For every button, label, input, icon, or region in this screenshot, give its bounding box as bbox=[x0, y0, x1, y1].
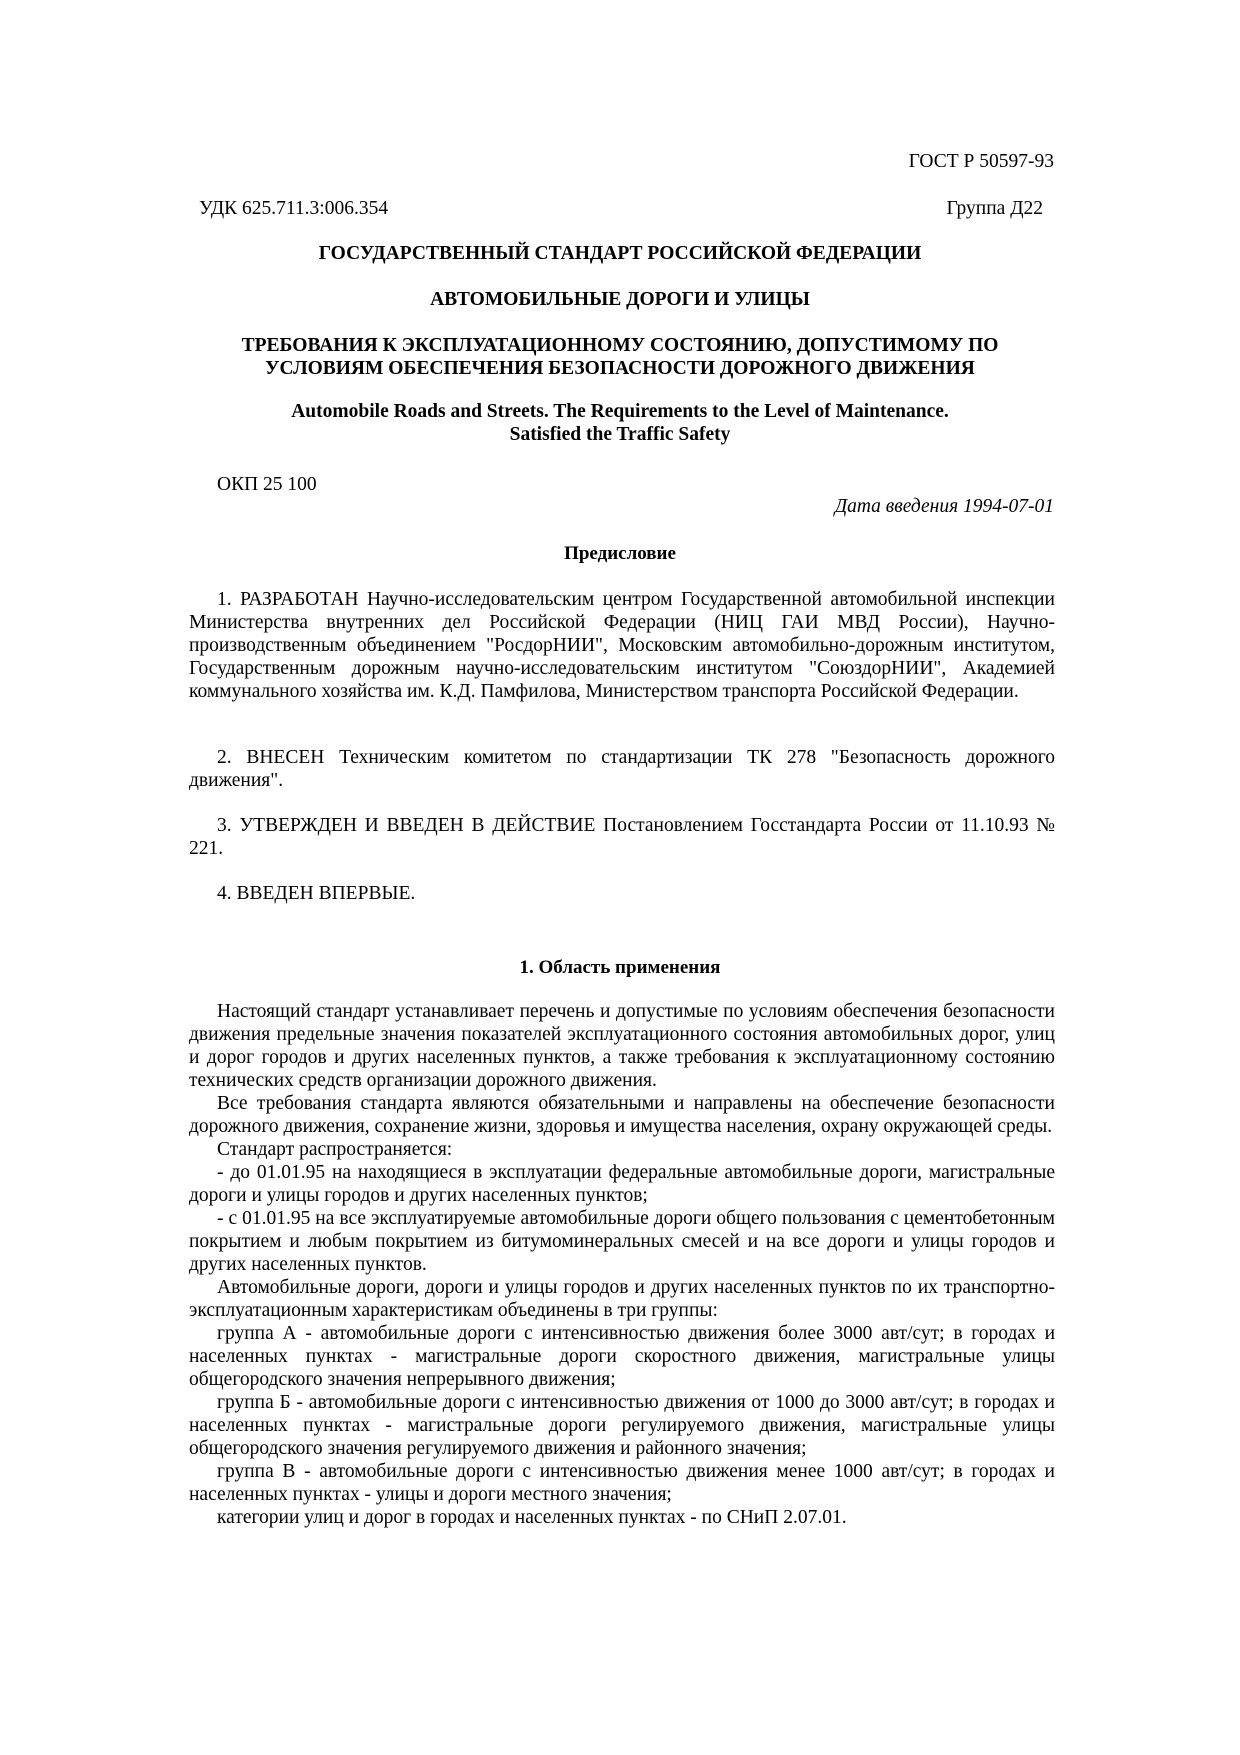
requirements-title bbox=[190, 334, 1050, 380]
preface-item-text: 3. УТВЕРЖДЕН И ВВЕДЕН В ДЕЙСТВИЕ Постановлением Госстандарта России от 11.10.93 № 221. bbox=[189, 815, 1055, 859]
section-paragraph: Автомобильные дороги, дороги и улицы городов и других населенных пунктов по их транспортно-эксплуатационным характеристикам объединены в три группы: bbox=[189, 1277, 1055, 1321]
section-paragraph: группа В - автомобильные дороги с интенсивностью движения менее 1000 авт/сут; в городах и населенных пунктах - улицы и дороги местного значения; bbox=[189, 1461, 1055, 1505]
section-paragraph: - с 01.01.95 на все эксплуатируемые автомобильные дороги общего пользования с цементобетонным покрытием и любым покрытием из битумоминеральных смесей и на все дороги и улицы городов и других населенных пунктов. bbox=[189, 1208, 1055, 1275]
preface-item bbox=[189, 746, 1055, 792]
preface-item bbox=[189, 814, 1055, 860]
section-paragraph: Все требования стандарта являются обязательными и направлены на обеспечение безопасности дорожного движения, сохранение жизни, здоровья и имущества населения, охрану окружающей среды. bbox=[189, 1093, 1055, 1137]
english-title-line: Satisfied the Traffic Safety bbox=[509, 424, 731, 445]
standard-number: ГОСТ Р 50597-93 bbox=[908, 151, 1054, 172]
section-paragraph: Стандарт распространяется: bbox=[217, 1139, 453, 1160]
preface-item-text: 1. РАЗРАБОТАН Научно-исследовательским центром Государственной автомобильной инспекции Министерства внутренних дел Российской Федерации (НИЦ ГАИ МВД России), Научно-производственным объединением "РосдорНИИ", Московским автомобильно-дорожным институтом, Государственным дорожным научно-исследовательским институтом "СоюздорНИИ", Академией коммунального хозяйства им. К.Д. Памфилова, Министерством транспорта Российской Федерации. bbox=[189, 589, 1055, 702]
roads-title: АВТОМОБИЛЬНЫЕ ДОРОГИ И УЛИЦЫ bbox=[430, 289, 810, 310]
udk-code: УДК 625.711.3:006.354 bbox=[199, 198, 389, 219]
section-heading: 1. Область применения bbox=[519, 957, 721, 978]
preface-item bbox=[189, 588, 1055, 703]
requirements-title-line: ТРЕБОВАНИЯ К ЭКСПЛУАТАЦИОННОМУ СОСТОЯНИЮ, ДОПУСТИМОМУ ПО bbox=[241, 335, 999, 356]
english-title bbox=[190, 400, 1050, 446]
introduction-date: Дата введения 1994-07-01 bbox=[834, 496, 1054, 517]
requirements-title-line: УСЛОВИЯМ ОБЕСПЕЧЕНИЯ БЕЗОПАСНОСТИ ДОРОЖНОГО ДВИЖЕНИЯ bbox=[265, 358, 975, 379]
preface-item-text: 4. ВВЕДЕН ВПЕРВЫЕ. bbox=[217, 883, 416, 904]
state-standard-title: ГОСУДАРСТВЕННЫЙ СТАНДАРТ РОССИЙСКОЙ ФЕДЕРАЦИИ bbox=[318, 243, 922, 264]
okp-code: ОКП 25 100 bbox=[217, 474, 317, 495]
section-paragraph: категории улиц и дорог в городах и населенных пунктах - по СНиП 2.07.01. bbox=[217, 1507, 847, 1528]
section-paragraph: - до 01.01.95 на находящиеся в эксплуатации федеральные автомобильные дороги, магистральные дороги и улицы городов и других населенных пунктов; bbox=[189, 1162, 1055, 1206]
section-paragraph: группа А - автомобильные дороги с интенсивностью движения более 3000 авт/сут; в городах и населенных пунктах - магистральные дороги скоростного движения, магистральные улицы общегородского значения непрерывного движения; bbox=[189, 1323, 1055, 1390]
english-title-line: Automobile Roads and Streets. The Requirements to the Level of Maintenance. bbox=[291, 401, 949, 422]
section-paragraph: группа Б - автомобильные дороги с интенсивностью движения от 1000 до 3000 авт/сут; в городах и населенных пунктах - магистральные дороги регулируемого движения, магистральные улицы общегородского значения регулируемого движения и районного значения; bbox=[189, 1392, 1055, 1459]
preface-item bbox=[189, 882, 1055, 905]
preface-heading: Предисловие bbox=[564, 543, 676, 564]
preface-item-text: 2. ВНЕСЕН Техническим комитетом по стандартизации ТК 278 "Безопасность дорожного движения". bbox=[189, 747, 1055, 791]
section-paragraph: Настоящий стандарт устанавливает перечень и допустимые по условиям обеспечения безопасности движения предельные значения показателей эксплуатационного состояния автомобильных дорог, улиц и дорог городов и других населенных пунктов, а также требования к эксплуатационному состоянию технических средств организации дорожного движения. bbox=[189, 1001, 1055, 1091]
standard-group: Группа Д22 bbox=[946, 198, 1043, 219]
section-body bbox=[189, 1000, 1055, 1529]
